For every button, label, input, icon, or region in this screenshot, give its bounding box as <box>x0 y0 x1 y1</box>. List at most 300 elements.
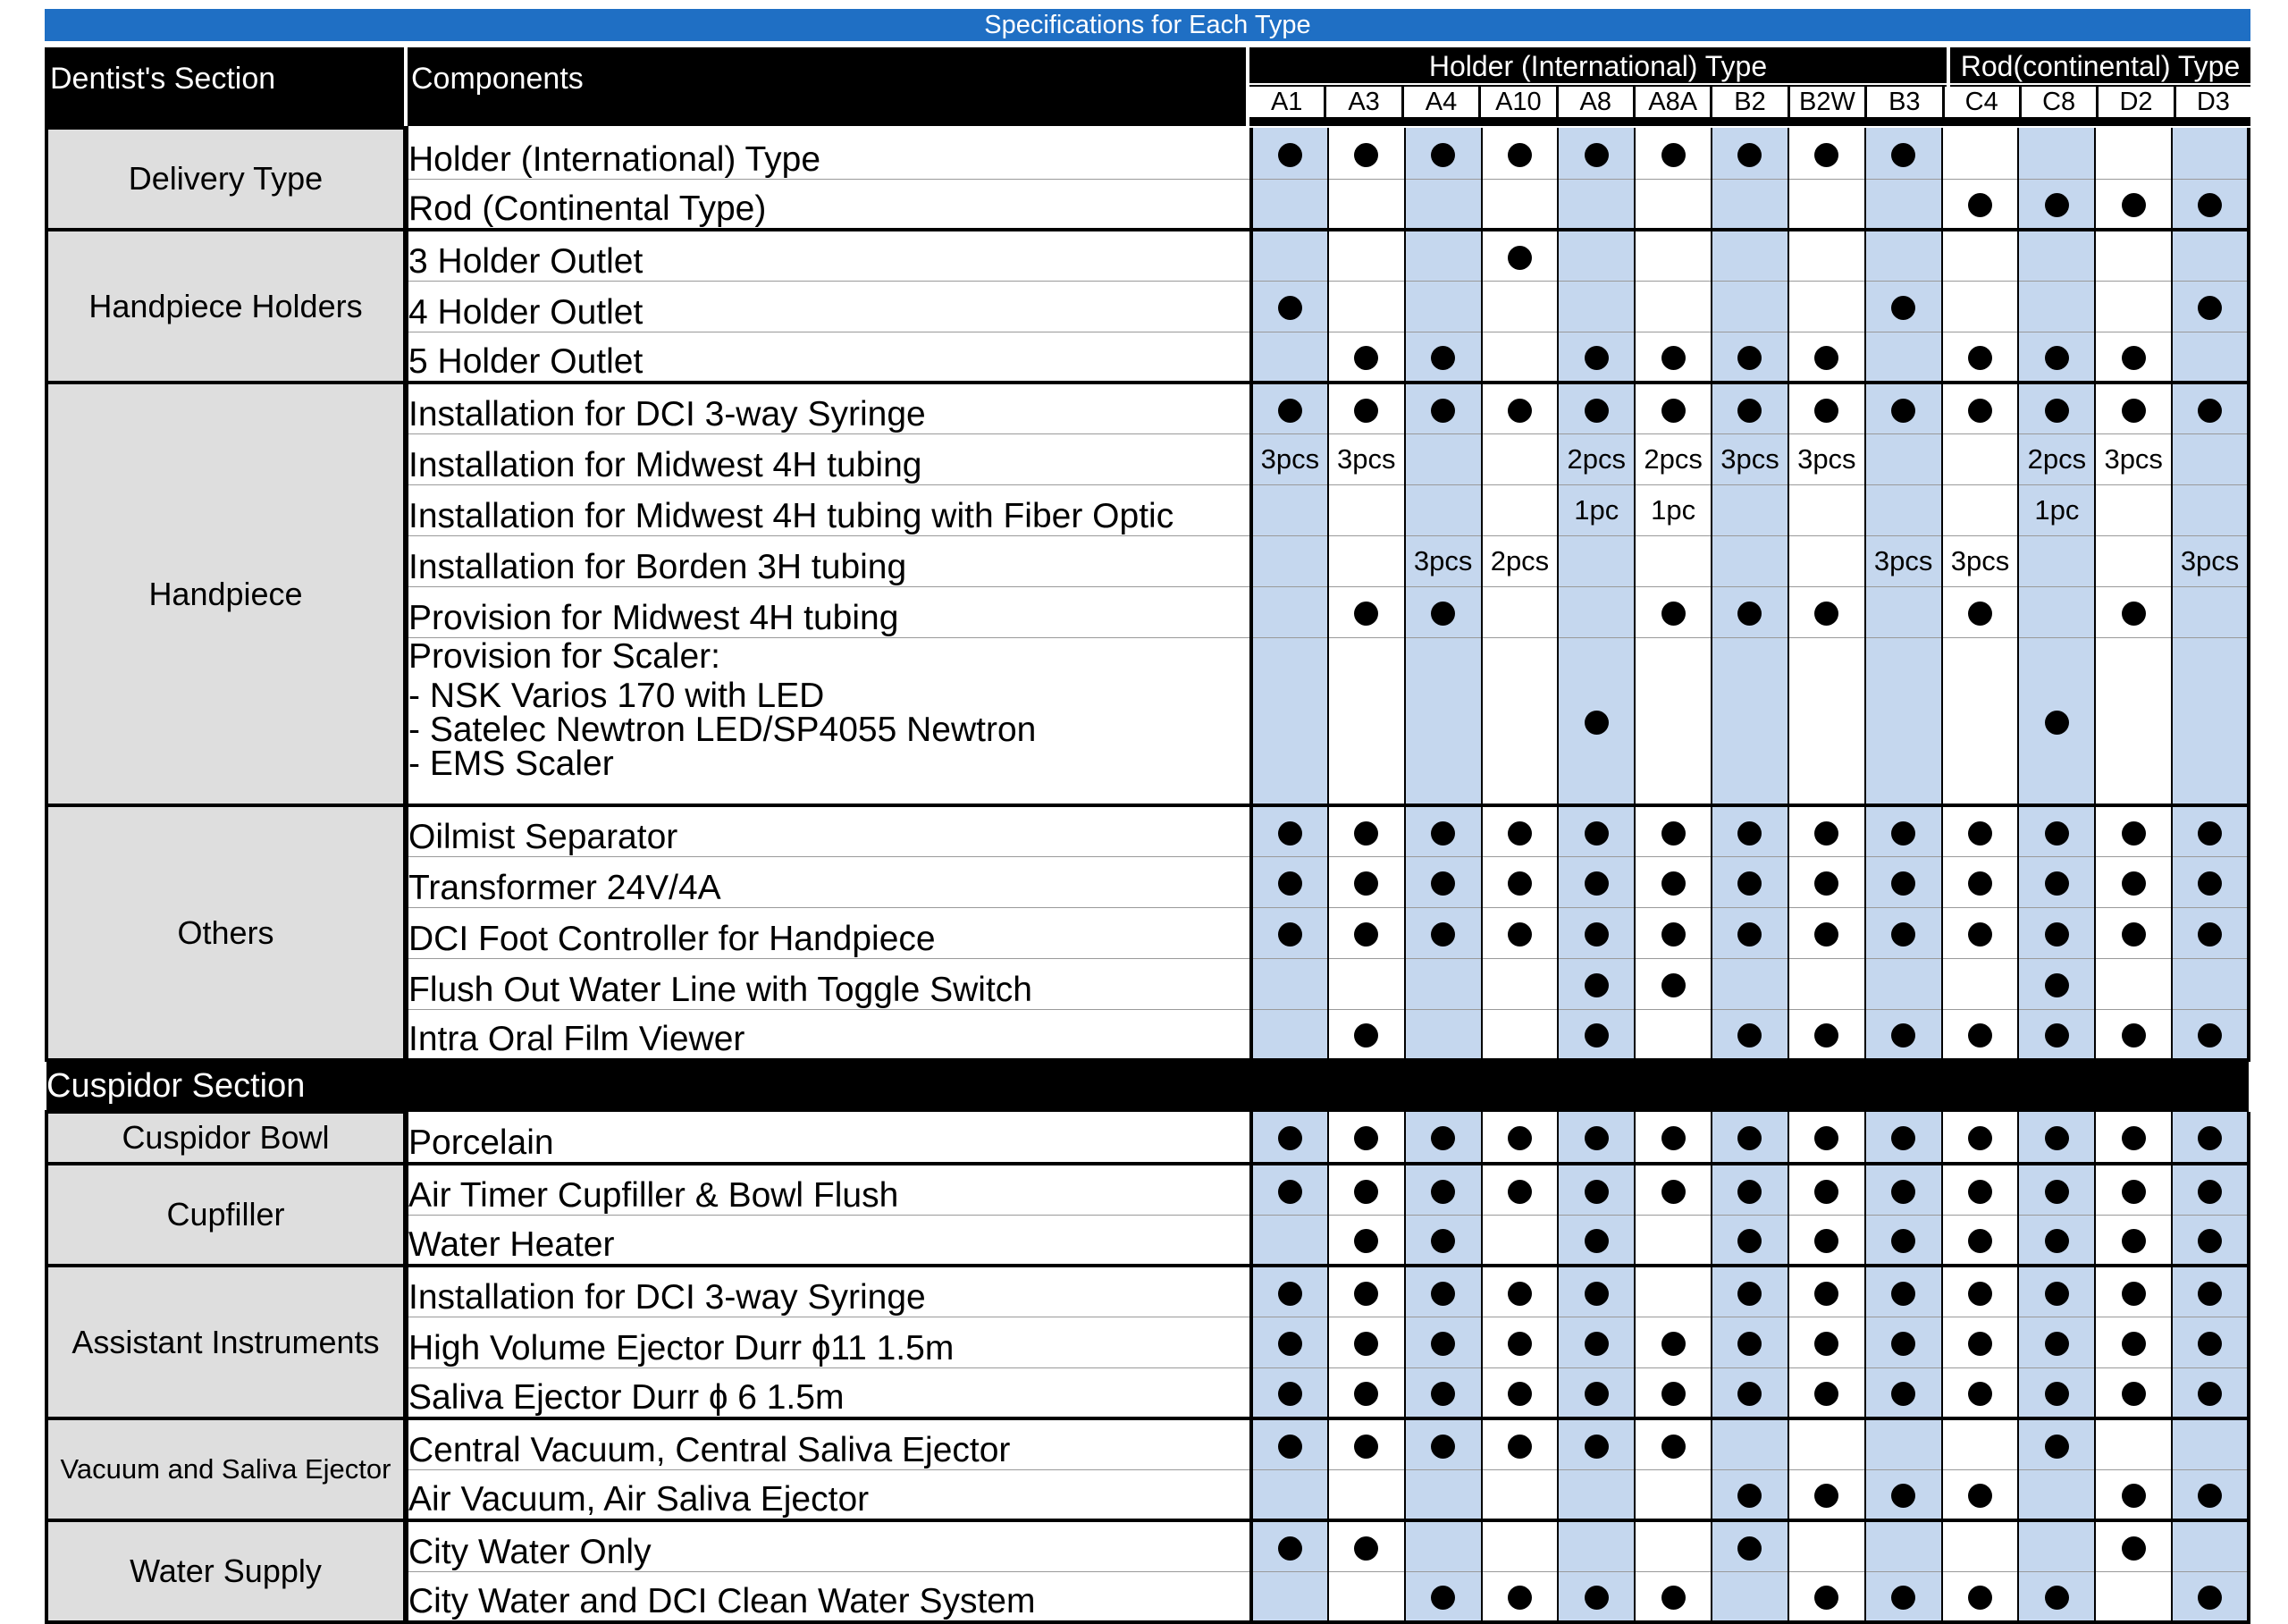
value-cell-d2 <box>2095 1112 2172 1164</box>
included-dot-icon <box>1891 1382 1915 1406</box>
value-cell-d3 <box>2172 1009 2249 1060</box>
value-cell-c4 <box>1942 383 2019 433</box>
included-dot-icon <box>2122 1484 2146 1508</box>
included-dot-icon <box>1737 143 1762 167</box>
value-cell-b2 <box>1712 128 1788 179</box>
quantity-label: 1pc <box>1574 493 1619 526</box>
included-dot-icon <box>1737 1180 1762 1204</box>
included-dot-icon <box>2045 821 2069 846</box>
included-dot-icon <box>2198 871 2222 896</box>
value-cell-a8 <box>1558 1215 1635 1266</box>
included-dot-icon <box>1891 1282 1915 1306</box>
value-cell-c8 <box>2018 128 2095 179</box>
value-cell-b2 <box>1712 332 1788 383</box>
value-cell-b2 <box>1712 1367 1788 1418</box>
value-cell-a1 <box>1251 383 1328 433</box>
value-cell-b3 <box>1865 805 1942 856</box>
included-dot-icon <box>1814 1382 1838 1406</box>
included-dot-icon <box>1661 1382 1686 1406</box>
value-cell-b2w <box>1788 586 1865 637</box>
value-cell-a8a <box>1635 332 1712 383</box>
included-dot-icon <box>1814 871 1838 896</box>
value-cell-d3 <box>2172 856 2249 907</box>
value-cell-c8 <box>2018 1469 2095 1520</box>
value-cell-d3 <box>2172 1317 2249 1367</box>
component-label: Installation for DCI 3-way Syringe <box>408 1277 926 1317</box>
value-cell-c8 <box>2018 230 2095 281</box>
value-cell-a10 <box>1482 484 1559 535</box>
included-dot-icon <box>1354 1332 1378 1356</box>
quantity-label: 3pcs <box>1950 544 2010 576</box>
value-cell-b2w <box>1788 907 1865 958</box>
included-dot-icon <box>2122 1180 2146 1204</box>
value-cell-a1 <box>1251 1112 1328 1164</box>
component-label: Flush Out Water Line with Toggle Switch <box>408 970 1032 1009</box>
included-dot-icon <box>1585 1332 1609 1356</box>
included-dot-icon <box>1354 1382 1378 1406</box>
included-dot-icon <box>1585 1282 1609 1306</box>
value-cell-b2 <box>1712 1215 1788 1266</box>
value-cell-a1 <box>1251 856 1328 907</box>
value-cell-a8 <box>1558 1469 1635 1520</box>
value-cell-a8a <box>1635 805 1712 856</box>
included-dot-icon <box>2122 193 2146 217</box>
quantity-label: 2pcs <box>1644 442 1703 475</box>
value-cell-a3 <box>1328 805 1405 856</box>
value-cell-b2w <box>1788 230 1865 281</box>
value-cell-a1 <box>1251 179 1328 230</box>
included-dot-icon <box>1891 1126 1915 1150</box>
value-cell-b2 <box>1712 1112 1788 1164</box>
value-cell-a1 <box>1251 1520 1328 1571</box>
value-cell-c8 <box>2018 484 2095 535</box>
value-cell-a1 <box>1251 230 1328 281</box>
included-dot-icon <box>1354 1180 1378 1204</box>
value-cell-b2 <box>1712 1009 1788 1060</box>
included-dot-icon <box>1585 1586 1609 1610</box>
value-cell-b2 <box>1712 230 1788 281</box>
value-cell-b3 <box>1865 179 1942 230</box>
value-cell-c4 <box>1942 179 2019 230</box>
value-cell-c4 <box>1942 1164 2019 1215</box>
included-dot-icon <box>1354 1435 1378 1459</box>
included-dot-icon <box>1968 1023 1992 1048</box>
value-cell-d3 <box>2172 1215 2249 1266</box>
model-header-c8: C8 <box>2022 87 2096 117</box>
value-cell-a1 <box>1251 535 1328 586</box>
section-label: Handpiece Holders <box>46 230 406 383</box>
model-column-headers <box>1249 87 2250 117</box>
component-cell <box>406 637 1251 805</box>
section-label: Others <box>46 805 406 1060</box>
value-cell-a4 <box>1405 535 1482 586</box>
value-cell-b3 <box>1865 1469 1942 1520</box>
value-cell-a8 <box>1558 1367 1635 1418</box>
value-cell-b3 <box>1865 1317 1942 1367</box>
value-cell-b2 <box>1712 433 1788 484</box>
quantity-label: 3pcs <box>2180 544 2240 576</box>
value-cell-a1 <box>1251 433 1328 484</box>
included-dot-icon <box>1585 973 1609 997</box>
included-dot-icon <box>1585 1180 1609 1204</box>
value-cell-d3 <box>2172 1571 2249 1622</box>
value-cell-d2 <box>2095 805 2172 856</box>
included-dot-icon <box>2198 193 2222 217</box>
model-header-a10: A10 <box>1481 87 1555 117</box>
value-cell-d2 <box>2095 179 2172 230</box>
component-label: Air Timer Cupfiller & Bowl Flush <box>408 1175 899 1215</box>
value-cell-c4 <box>1942 433 2019 484</box>
value-cell-c4 <box>1942 805 2019 856</box>
components-column-header: Components <box>411 62 584 96</box>
included-dot-icon <box>1661 922 1686 947</box>
included-dot-icon <box>1737 922 1762 947</box>
value-cell-b2w <box>1788 856 1865 907</box>
value-cell-c4 <box>1942 128 2019 179</box>
component-label: 3 Holder Outlet <box>408 241 644 281</box>
value-cell-a4 <box>1405 907 1482 958</box>
included-dot-icon <box>1661 1332 1686 1356</box>
value-cell-c4 <box>1942 586 2019 637</box>
included-dot-icon <box>2198 296 2222 320</box>
included-dot-icon <box>1354 346 1378 370</box>
included-dot-icon <box>1431 1586 1455 1610</box>
included-dot-icon <box>1968 1484 1992 1508</box>
value-cell-a10 <box>1482 1571 1559 1622</box>
value-cell-a8a <box>1635 1009 1712 1060</box>
included-dot-icon <box>1278 922 1302 947</box>
included-dot-icon <box>1431 922 1455 947</box>
component-label: Holder (International) Type <box>408 139 821 179</box>
value-cell-a8 <box>1558 332 1635 383</box>
included-dot-icon <box>1278 1382 1302 1406</box>
included-dot-icon <box>1354 821 1378 846</box>
value-cell-a1 <box>1251 1266 1328 1317</box>
value-cell-a8 <box>1558 1317 1635 1367</box>
included-dot-icon <box>1968 193 1992 217</box>
included-dot-icon <box>2122 821 2146 846</box>
included-dot-icon <box>1891 296 1915 320</box>
value-cell-d3 <box>2172 383 2249 433</box>
value-cell-d3 <box>2172 281 2249 332</box>
value-cell-b2 <box>1712 1571 1788 1622</box>
value-cell-b3 <box>1865 958 1942 1009</box>
value-cell-d3 <box>2172 637 2249 805</box>
included-dot-icon <box>2045 346 2069 370</box>
value-cell-d2 <box>2095 1317 2172 1367</box>
value-cell-b2 <box>1712 1317 1788 1367</box>
included-dot-icon <box>1585 711 1609 735</box>
component-label: Intra Oral Film Viewer <box>408 1020 745 1058</box>
included-dot-icon <box>2122 1282 2146 1306</box>
value-cell-c4 <box>1942 1367 2019 1418</box>
component-cell <box>406 1164 1251 1215</box>
component-label: Installation for Borden 3H tubing <box>408 547 907 586</box>
value-cell-b3 <box>1865 907 1942 958</box>
value-cell-c4 <box>1942 1571 2019 1622</box>
included-dot-icon <box>1814 1023 1838 1048</box>
value-cell-a8a <box>1635 1317 1712 1367</box>
included-dot-icon <box>1278 1126 1302 1150</box>
value-cell-a3 <box>1328 856 1405 907</box>
value-cell-d2 <box>2095 1571 2172 1622</box>
quantity-label: 3pcs <box>1413 544 1473 576</box>
value-cell-c4 <box>1942 1112 2019 1164</box>
value-cell-d2 <box>2095 332 2172 383</box>
included-dot-icon <box>1354 602 1378 626</box>
table-row <box>46 128 2249 179</box>
included-dot-icon <box>1661 1586 1686 1610</box>
value-cell-a4 <box>1405 1367 1482 1418</box>
included-dot-icon <box>2045 1229 2069 1253</box>
value-cell-a3 <box>1328 383 1405 433</box>
value-cell-b2 <box>1712 856 1788 907</box>
value-cell-c8 <box>2018 637 2095 805</box>
value-cell-a4 <box>1405 383 1482 433</box>
value-cell-a8a <box>1635 484 1712 535</box>
included-dot-icon <box>1585 399 1609 423</box>
included-dot-icon <box>2045 1586 2069 1610</box>
component-label: High Volume Ejector Durr ɸ11 1.5m <box>408 1328 955 1367</box>
value-cell-a1 <box>1251 1009 1328 1060</box>
value-cell-b2w <box>1788 1164 1865 1215</box>
included-dot-icon <box>1431 1180 1455 1204</box>
included-dot-icon <box>1891 871 1915 896</box>
included-dot-icon <box>1968 399 1992 423</box>
value-cell-a8a <box>1635 1164 1712 1215</box>
component-label: Provision for Midwest 4H tubing <box>408 598 899 637</box>
value-cell-a8a <box>1635 128 1712 179</box>
value-cell-b2w <box>1788 281 1865 332</box>
value-cell-b3 <box>1865 1164 1942 1215</box>
included-dot-icon <box>2122 1023 2146 1048</box>
value-cell-a8a <box>1635 1112 1712 1164</box>
value-cell-a8a <box>1635 535 1712 586</box>
value-cell-a8 <box>1558 1571 1635 1622</box>
included-dot-icon <box>1968 821 1992 846</box>
value-cell-d2 <box>2095 586 2172 637</box>
value-cell-d2 <box>2095 1367 2172 1418</box>
included-dot-icon <box>2045 399 2069 423</box>
value-cell-c8 <box>2018 1571 2095 1622</box>
value-cell-b3 <box>1865 281 1942 332</box>
value-cell-b2w <box>1788 535 1865 586</box>
component-label: Rod (Continental Type) <box>408 189 767 228</box>
included-dot-icon <box>1737 1536 1762 1561</box>
value-cell-a3 <box>1328 281 1405 332</box>
value-cell-a3 <box>1328 1112 1405 1164</box>
included-dot-icon <box>2045 1126 2069 1150</box>
value-cell-d3 <box>2172 484 2249 535</box>
included-dot-icon <box>1891 1023 1915 1048</box>
included-dot-icon <box>1354 399 1378 423</box>
included-dot-icon <box>1814 1586 1838 1610</box>
component-label: Installation for DCI 3-way Syringe <box>408 394 926 433</box>
included-dot-icon <box>1508 922 1532 947</box>
included-dot-icon <box>1354 1536 1378 1561</box>
included-dot-icon <box>1661 346 1686 370</box>
value-cell-a8a <box>1635 958 1712 1009</box>
table-row <box>46 1112 2249 1164</box>
value-cell-b3 <box>1865 1418 1942 1469</box>
value-cell-c4 <box>1942 1469 2019 1520</box>
value-cell-c8 <box>2018 958 2095 1009</box>
value-cell-d2 <box>2095 230 2172 281</box>
value-cell-d2 <box>2095 281 2172 332</box>
included-dot-icon <box>1431 1435 1455 1459</box>
included-dot-icon <box>1968 1126 1992 1150</box>
value-cell-a10 <box>1482 433 1559 484</box>
included-dot-icon <box>1354 1126 1378 1150</box>
value-cell-a1 <box>1251 1418 1328 1469</box>
value-cell-a3 <box>1328 586 1405 637</box>
value-cell-a8 <box>1558 433 1635 484</box>
included-dot-icon <box>1814 143 1838 167</box>
included-dot-icon <box>1737 1229 1762 1253</box>
value-cell-a10 <box>1482 1164 1559 1215</box>
included-dot-icon <box>1508 143 1532 167</box>
value-cell-c8 <box>2018 1009 2095 1060</box>
included-dot-icon <box>1661 399 1686 423</box>
component-cell <box>406 535 1251 586</box>
component-cell <box>406 1317 1251 1367</box>
value-cell-a3 <box>1328 535 1405 586</box>
component-cell <box>406 128 1251 179</box>
included-dot-icon <box>1431 1126 1455 1150</box>
table-row <box>46 1164 2249 1215</box>
value-cell-c8 <box>2018 1215 2095 1266</box>
value-cell-c8 <box>2018 805 2095 856</box>
included-dot-icon <box>1737 399 1762 423</box>
included-dot-icon <box>1354 1282 1378 1306</box>
table-header <box>45 47 2250 126</box>
value-cell-a1 <box>1251 958 1328 1009</box>
included-dot-icon <box>1661 1126 1686 1150</box>
model-header-a8a: A8A <box>1636 87 1710 117</box>
value-cell-d2 <box>2095 535 2172 586</box>
value-cell-d2 <box>2095 958 2172 1009</box>
value-cell-d2 <box>2095 1266 2172 1317</box>
value-cell-a1 <box>1251 1367 1328 1418</box>
group-underline <box>1249 83 1947 85</box>
included-dot-icon <box>2122 399 2146 423</box>
included-dot-icon <box>1508 1435 1532 1459</box>
included-dot-icon <box>1354 1229 1378 1253</box>
model-header-a4: A4 <box>1404 87 1478 117</box>
included-dot-icon <box>1891 922 1915 947</box>
value-cell-c4 <box>1942 637 2019 805</box>
table-row <box>46 230 2249 281</box>
value-cell-a3 <box>1328 1009 1405 1060</box>
spec-table <box>45 126 2250 1624</box>
value-cell-d2 <box>2095 433 2172 484</box>
value-cell-b2w <box>1788 484 1865 535</box>
included-dot-icon <box>1814 602 1838 626</box>
value-cell-c8 <box>2018 907 2095 958</box>
value-cell-b2 <box>1712 907 1788 958</box>
value-cell-c4 <box>1942 332 2019 383</box>
value-cell-d3 <box>2172 805 2249 856</box>
value-cell-c8 <box>2018 1520 2095 1571</box>
value-cell-a8 <box>1558 179 1635 230</box>
value-cell-b3 <box>1865 1215 1942 1266</box>
value-cell-d2 <box>2095 1418 2172 1469</box>
value-cell-d3 <box>2172 958 2249 1009</box>
included-dot-icon <box>1814 346 1838 370</box>
component-label: DCI Foot Controller for Handpiece <box>408 919 936 958</box>
component-sub-item: - NSK Varios 170 with LED <box>408 676 825 715</box>
component-label: Installation for Midwest 4H tubing with Fiber Optic <box>408 496 1174 535</box>
value-cell-b2 <box>1712 179 1788 230</box>
included-dot-icon <box>2198 1484 2222 1508</box>
component-label: Porcelain <box>408 1123 554 1162</box>
value-cell-c8 <box>2018 1266 2095 1317</box>
included-dot-icon <box>2122 1332 2146 1356</box>
value-cell-c8 <box>2018 1112 2095 1164</box>
value-cell-d3 <box>2172 1367 2249 1418</box>
section-label: Delivery Type <box>46 128 406 230</box>
value-cell-b3 <box>1865 1112 1942 1164</box>
component-cell <box>406 586 1251 637</box>
included-dot-icon <box>1278 1180 1302 1204</box>
quantity-label: 2pcs <box>1567 442 1627 475</box>
included-dot-icon <box>2198 1126 2222 1150</box>
model-header-a1: A1 <box>1249 87 1324 117</box>
model-header-d3: D3 <box>2176 87 2250 117</box>
included-dot-icon <box>1585 1382 1609 1406</box>
section-label: Cupfiller <box>46 1164 406 1266</box>
value-cell-a4 <box>1405 1112 1482 1164</box>
included-dot-icon <box>1661 973 1686 997</box>
value-cell-a4 <box>1405 128 1482 179</box>
component-label: Central Vacuum, Central Saliva Ejector <box>408 1430 1011 1469</box>
model-header-b2w: B2W <box>1790 87 1864 117</box>
included-dot-icon <box>1354 871 1378 896</box>
value-cell-d2 <box>2095 1215 2172 1266</box>
included-dot-icon <box>1737 821 1762 846</box>
value-cell-a8a <box>1635 907 1712 958</box>
included-dot-icon <box>1585 143 1609 167</box>
value-cell-b2 <box>1712 958 1788 1009</box>
section-label: Vacuum and Saliva Ejector <box>46 1418 406 1520</box>
value-cell-b2 <box>1712 484 1788 535</box>
component-cell <box>406 383 1251 433</box>
value-cell-b2w <box>1788 1418 1865 1469</box>
value-cell-a8a <box>1635 856 1712 907</box>
included-dot-icon <box>2122 1382 2146 1406</box>
included-dot-icon <box>1431 602 1455 626</box>
value-cell-a1 <box>1251 281 1328 332</box>
value-cell-b2 <box>1712 1469 1788 1520</box>
included-dot-icon <box>1278 399 1302 423</box>
value-cell-a8a <box>1635 433 1712 484</box>
included-dot-icon <box>2045 922 2069 947</box>
component-sub-item: - Satelec Newtron LED/SP4055 Newtron <box>408 710 1037 749</box>
value-cell-c8 <box>2018 1164 2095 1215</box>
value-cell-a10 <box>1482 128 1559 179</box>
included-dot-icon <box>2198 1332 2222 1356</box>
value-cell-c4 <box>1942 1215 2019 1266</box>
value-cell-c4 <box>1942 1009 2019 1060</box>
included-dot-icon <box>1508 871 1532 896</box>
value-cell-a8 <box>1558 1418 1635 1469</box>
value-cell-d3 <box>2172 586 2249 637</box>
quantity-label: 3pcs <box>1260 442 1320 475</box>
included-dot-icon <box>2198 399 2222 423</box>
component-label: 5 Holder Outlet <box>408 342 644 381</box>
value-cell-b2w <box>1788 1009 1865 1060</box>
value-cell-a8 <box>1558 1266 1635 1317</box>
